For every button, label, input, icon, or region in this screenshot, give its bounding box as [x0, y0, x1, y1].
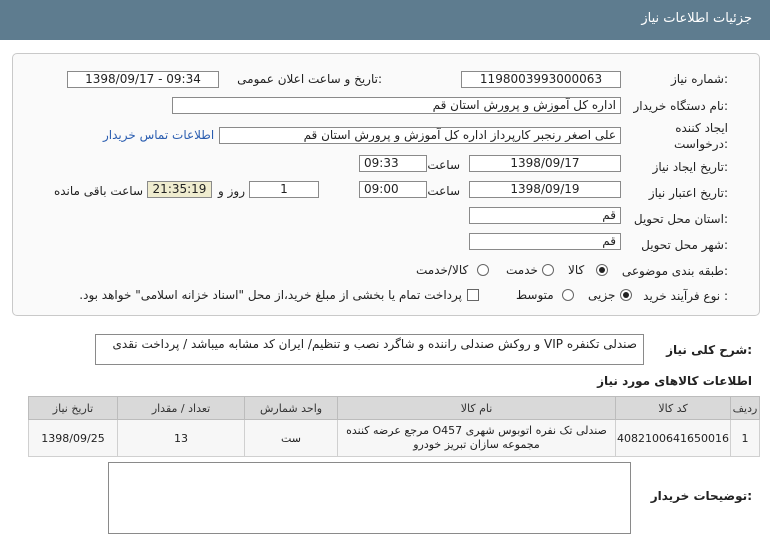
need-number-label: شماره نیاز:	[670, 72, 728, 86]
treasury-payment-checkbox[interactable]	[467, 289, 479, 301]
description-label: شرح کلی نیاز:	[666, 343, 752, 357]
create-time-label: ساعت	[427, 158, 460, 172]
table-row	[29, 420, 760, 457]
remaining-time-label: ساعت باقی مانده	[53, 184, 143, 198]
process-type-label: نوع فرآیند خرید :	[643, 289, 728, 303]
cell-need-date: 1398/09/25	[29, 420, 118, 457]
creator-label-line2: درخواست:	[674, 137, 728, 151]
treasury-payment-note: پرداخت تمام یا بخشی از مبلغ خرید،از محل "اسناد خزانه اسلامی" خواهد بود.	[79, 288, 462, 302]
create-date-field[interactable]: 1398/09/17	[469, 155, 621, 172]
items-table-header	[29, 397, 760, 420]
items-section-title: اطلاعات کالاهای مورد نیاز	[597, 374, 752, 388]
remaining-days-field[interactable]: 1	[249, 181, 319, 198]
description-box: صندلی تکنفره VIP و روکش صندلی راننده و شاگرد نصب و تنظیم/ ایران کد مشابه میباشد / پرداخت نقدی	[95, 334, 644, 365]
remaining-time-field: 21:35:19	[147, 181, 212, 198]
buyer-org-label: نام دستگاه خریدار:	[633, 99, 728, 113]
validity-time-label: ساعت	[427, 184, 460, 198]
category-label: طبقه بندی موضوعی:	[621, 264, 728, 278]
category-option-service: خدمت	[506, 263, 538, 277]
cell-row-number: 1	[731, 420, 760, 457]
need-number-field[interactable]: 1198003993000063	[461, 71, 621, 88]
col-unit: واحد شمارش	[245, 397, 338, 420]
process-radio-minor[interactable]	[620, 289, 632, 301]
cell-item-code: 4082100641650016	[616, 420, 731, 457]
category-option-goods: کالا	[568, 263, 585, 277]
buyer-notes-box	[108, 462, 631, 534]
col-quantity: تعداد / مقدار	[118, 397, 245, 420]
province-label: استان محل تحویل:	[633, 212, 728, 226]
city-label: شهر محل تحویل:	[641, 238, 728, 252]
validity-time-field[interactable]: 09:00	[359, 181, 427, 198]
items-table	[28, 396, 760, 457]
announce-date-label: تاریخ و ساعت اعلان عمومی:	[237, 72, 382, 86]
col-item-name: نام کالا	[338, 397, 616, 420]
process-radio-medium[interactable]	[562, 289, 574, 301]
city-field[interactable]: قم	[469, 233, 621, 250]
validity-date-field[interactable]: 1398/09/19	[469, 181, 621, 198]
col-row-number: ردیف	[731, 397, 760, 420]
days-label: روز و	[218, 184, 245, 198]
category-radio-goods[interactable]	[596, 264, 608, 276]
process-option-medium: متوسط	[516, 288, 554, 302]
category-radio-goods-service[interactable]	[477, 264, 489, 276]
create-time-field[interactable]: 09:33	[359, 155, 427, 172]
cell-unit: ست	[245, 420, 338, 457]
buyer-org-field[interactable]: اداره کل آموزش و پرورش استان قم	[172, 97, 621, 114]
creator-label-line1: ایجاد کننده	[675, 121, 728, 135]
creator-field[interactable]: علی اصغر رنجبر کارپرداز اداره کل آموزش و پرورش استان قم	[219, 127, 621, 144]
validity-date-label: تاریخ اعتبار نیاز:	[648, 186, 728, 200]
category-radio-service[interactable]	[542, 264, 554, 276]
announce-date-field[interactable]: 1398/09/17 - 09:34	[67, 71, 219, 88]
contact-buyer-link[interactable]: اطلاعات تماس خریدار	[103, 128, 215, 142]
create-date-label: تاریخ ایجاد نیاز:	[652, 160, 728, 174]
page-title: جزئیات اطلاعات نیاز	[641, 11, 752, 26]
col-need-date: تاریخ نیاز	[29, 397, 118, 420]
cell-item-name: صندلی تک نفره اتوبوس شهری O457 مرجع عرضه کننده مجموعه سازان تبریز خودرو	[338, 420, 616, 457]
process-option-minor: جزیی	[588, 288, 616, 302]
col-item-code: کد کالا	[616, 397, 731, 420]
buyer-notes-label: توضیحات خریدار:	[650, 489, 752, 503]
cell-quantity: 13	[118, 420, 245, 457]
category-option-goods-service: کالا/خدمت	[416, 263, 469, 277]
page-header	[0, 0, 770, 40]
province-field[interactable]: قم	[469, 207, 621, 224]
